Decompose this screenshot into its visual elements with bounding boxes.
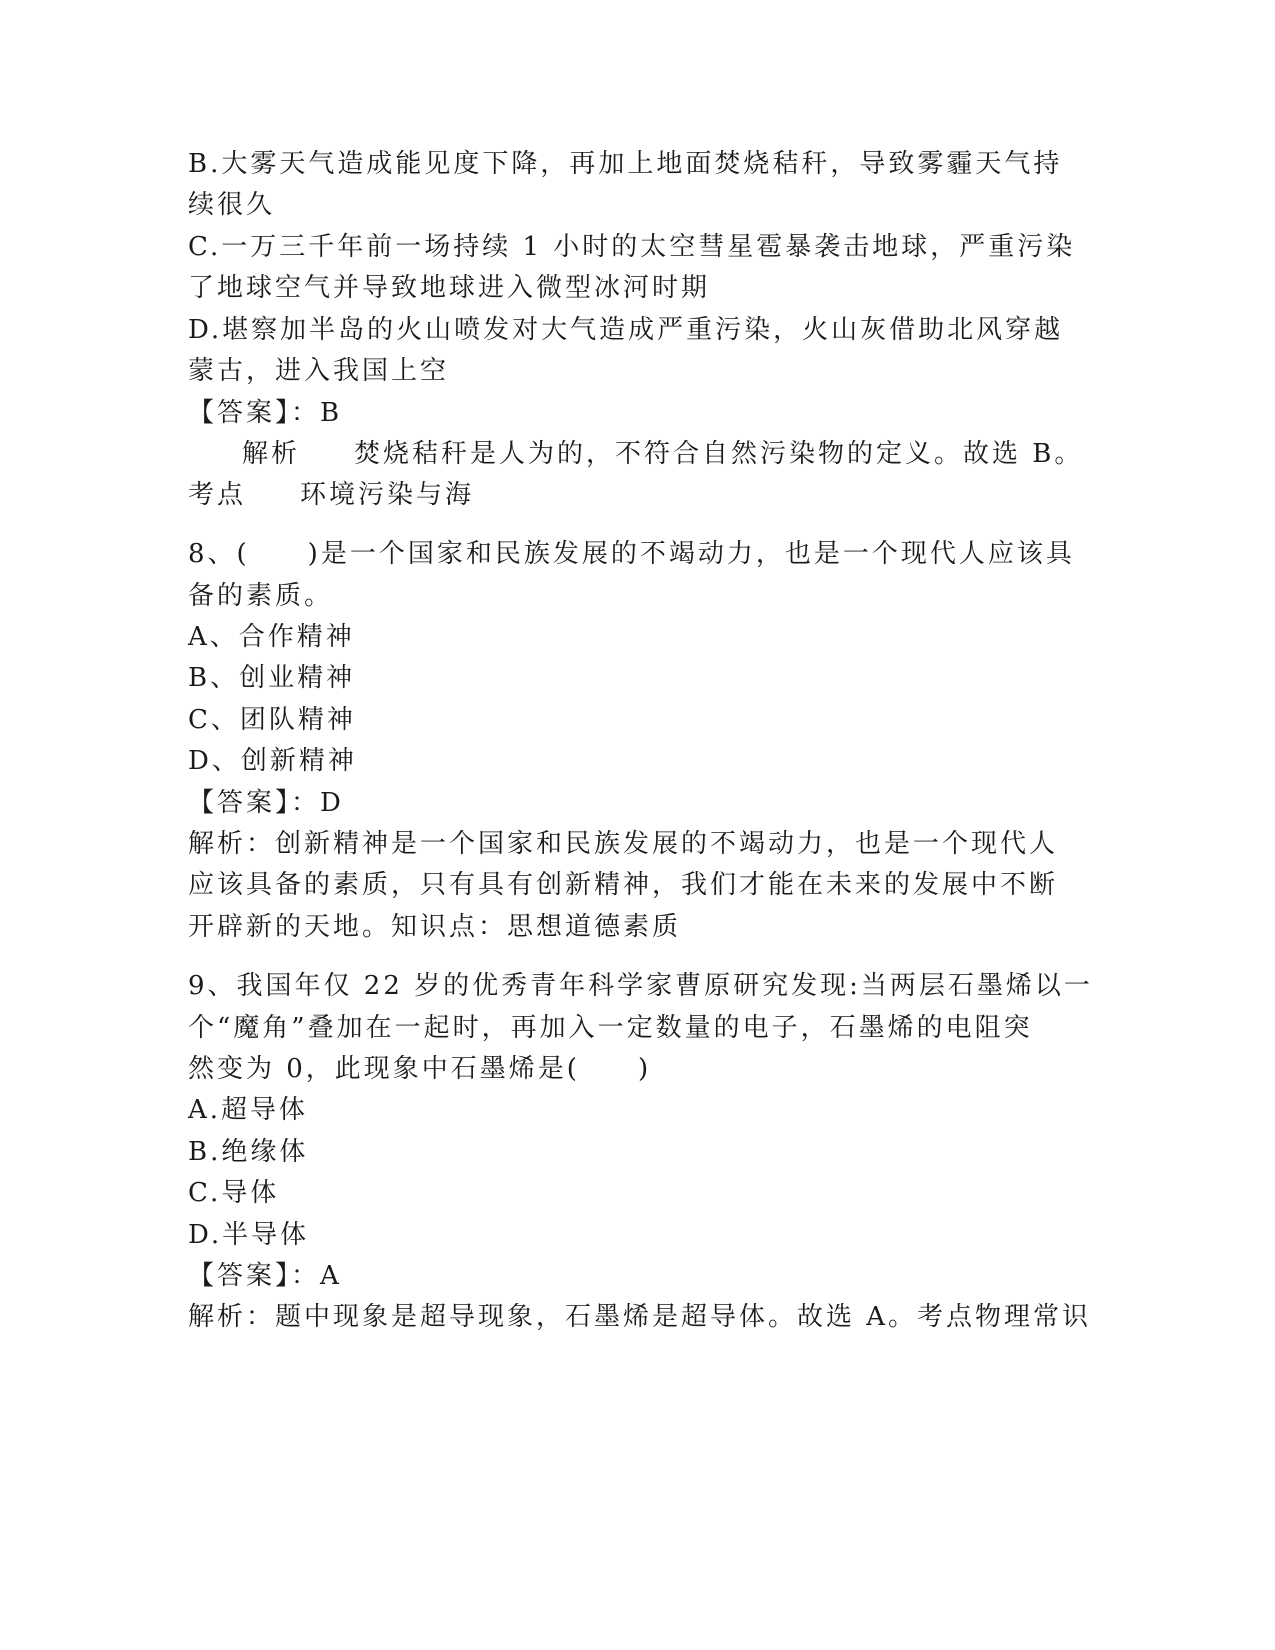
q9-stem-line2: 个“魔角”叠加在一起时，再加入一定数量的电子，石墨烯的电阻突 xyxy=(188,1013,1033,1043)
q9-answer: 【答案】：A xyxy=(188,1261,342,1291)
q7-option-d-line2: 蒙古，进入我国上空 xyxy=(188,356,450,386)
q8-analysis-line1: 解析：创新精神是一个国家和民族发展的不竭动力，也是一个现代人 xyxy=(188,829,1059,859)
q9-stem-line3: 然变为 0，此现象中石墨烯是( ) xyxy=(188,1054,652,1084)
q8-option-b: B、创业精神 xyxy=(188,663,356,693)
q9-stem-line1: 9、我国年仅 22 岁的优秀青年科学家曹原研究发现:当两层石墨烯以一 xyxy=(188,971,1093,1001)
q7-option-b-line2: 续很久 xyxy=(188,190,276,220)
q8-option-a: A、合作精神 xyxy=(188,622,355,652)
q7-answer: 【答案】：B xyxy=(188,398,343,428)
q8-answer: 【答案】：D xyxy=(188,788,344,818)
q7-option-c-line1: C.一万三千年前一场持续 1 小时的太空彗星雹暴袭击地球，严重污染 xyxy=(188,232,1076,262)
q7-analysis-label: 解析 xyxy=(242,439,301,469)
q7-analysis-text: 焚烧秸秆是人为的，不符合自然污染物的定义。故选 B。 xyxy=(354,439,1084,469)
q8-analysis-line2: 应该具备的素质，只有具有创新精神，我们才能在未来的发展中不断 xyxy=(188,870,1059,900)
q8-option-d: D、创新精神 xyxy=(188,746,357,776)
q9-option-c: C.导体 xyxy=(188,1178,280,1208)
q7-topic-text: 环境污染与海 xyxy=(300,480,475,510)
q7-option-d-line1: D.堪察加半岛的火山喷发对大气造成严重污染，火山灰借助北风穿越 xyxy=(188,315,1064,345)
q9-option-b: B.绝缘体 xyxy=(188,1137,309,1167)
q8-stem-line2: 备的素质。 xyxy=(188,581,334,611)
q7-option-c-line2: 了地球空气并导致地球进入微型冰河时期 xyxy=(188,273,711,303)
q9-analysis: 解析：题中现象是超导现象，石墨烯是超导体。故选 A。考点物理常识 xyxy=(188,1302,1092,1332)
q7-topic xyxy=(188,479,474,511)
q9-option-d: D.半导体 xyxy=(188,1220,310,1250)
q7-analysis xyxy=(242,438,1083,470)
q9-option-a: A.超导体 xyxy=(188,1095,309,1125)
q8-stem-line1: 8、( )是一个国家和民族发展的不竭动力，也是一个现代人应该具 xyxy=(188,539,1075,569)
q7-topic-label: 考点 xyxy=(188,480,247,510)
q8-option-c: C、团队精神 xyxy=(188,705,356,735)
q7-option-b-line1: B.大雾天气造成能见度下降，再加上地面焚烧秸秆，导致雾霾天气持 xyxy=(188,149,1063,179)
q8-analysis-line3: 开辟新的天地。知识点：思想道德素质 xyxy=(188,912,682,942)
